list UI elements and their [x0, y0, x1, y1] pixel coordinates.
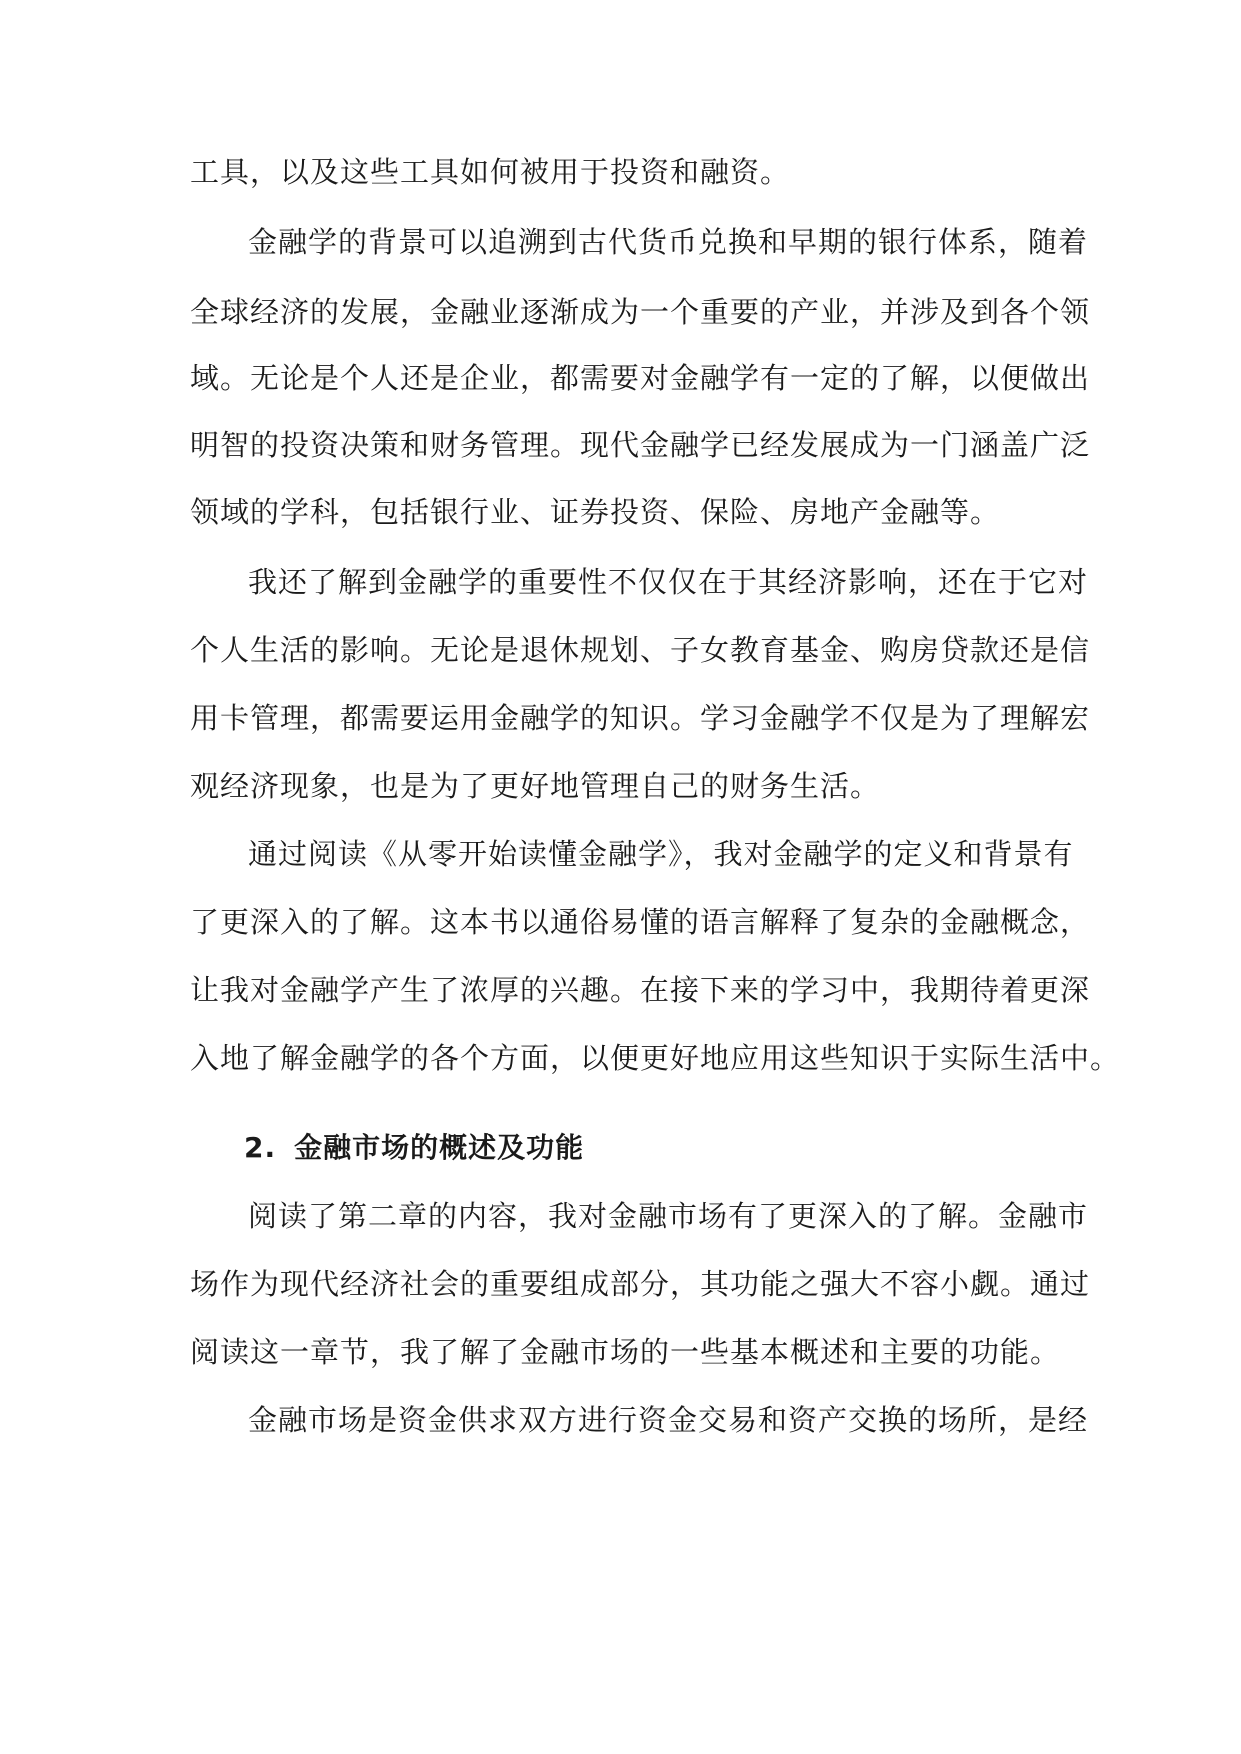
section-title: 金融市场的概述及功能: [294, 1131, 585, 1164]
paragraph-line: 入地了解金融学的各个方面，以便更好地应用这些知识于实际生活中。: [190, 1041, 1121, 1075]
paragraph-line: 工具，以及这些工具如何被用于投资和融资。: [190, 155, 791, 189]
paragraph-line: 域。无论是个人还是企业，都需要对金融学有一定的了解，以便做出: [190, 361, 1091, 395]
paragraph-line: 观经济现象，也是为了更好地管理自己的财务生活。: [190, 769, 881, 803]
paragraph-line: 了更深入的了解。这本书以通俗易懂的语言解释了复杂的金融概念，: [190, 905, 1091, 939]
section-number: 2.: [244, 1131, 277, 1164]
paragraph-line: 金融学的背景可以追溯到古代货币兑换和早期的银行体系，随着: [248, 225, 1089, 259]
section-heading: [244, 1126, 584, 1170]
paragraph-line: 个人生活的影响。无论是退休规划、子女教育基金、购房贷款还是信: [190, 633, 1091, 667]
paragraph-line: 通过阅读《从零开始读懂金融学》，我对金融学的定义和背景有: [248, 837, 1074, 871]
paragraph-line: 让我对金融学产生了浓厚的兴趣。在接下来的学习中，我期待着更深: [190, 973, 1091, 1007]
paragraph-line: 阅读了第二章的内容，我对金融市场有了更深入的了解。金融市: [248, 1199, 1089, 1233]
paragraph-line: 金融市场是资金供求双方进行资金交易和资产交换的场所，是经: [248, 1403, 1089, 1437]
paragraph-line: 我还了解到金融学的重要性不仅仅在于其经济影响，还在于它对: [248, 565, 1089, 599]
paragraph-line: 用卡管理，都需要运用金融学的知识。学习金融学不仅是为了理解宏: [190, 701, 1091, 735]
paragraph-line: 全球经济的发展，金融业逐渐成为一个重要的产业，并涉及到各个领: [190, 295, 1091, 329]
paragraph-line: 阅读这一章节，我了解了金融市场的一些基本概述和主要的功能。: [190, 1335, 1061, 1369]
paragraph-line: 领域的学科，包括银行业、证券投资、保险、房地产金融等。: [190, 495, 1001, 529]
paragraph-line: 明智的投资决策和财务管理。现代金融学已经发展成为一门涵盖广泛: [190, 428, 1091, 462]
paragraph-line: 场作为现代经济社会的重要组成部分，其功能之强大不容小觑。通过: [190, 1267, 1091, 1301]
